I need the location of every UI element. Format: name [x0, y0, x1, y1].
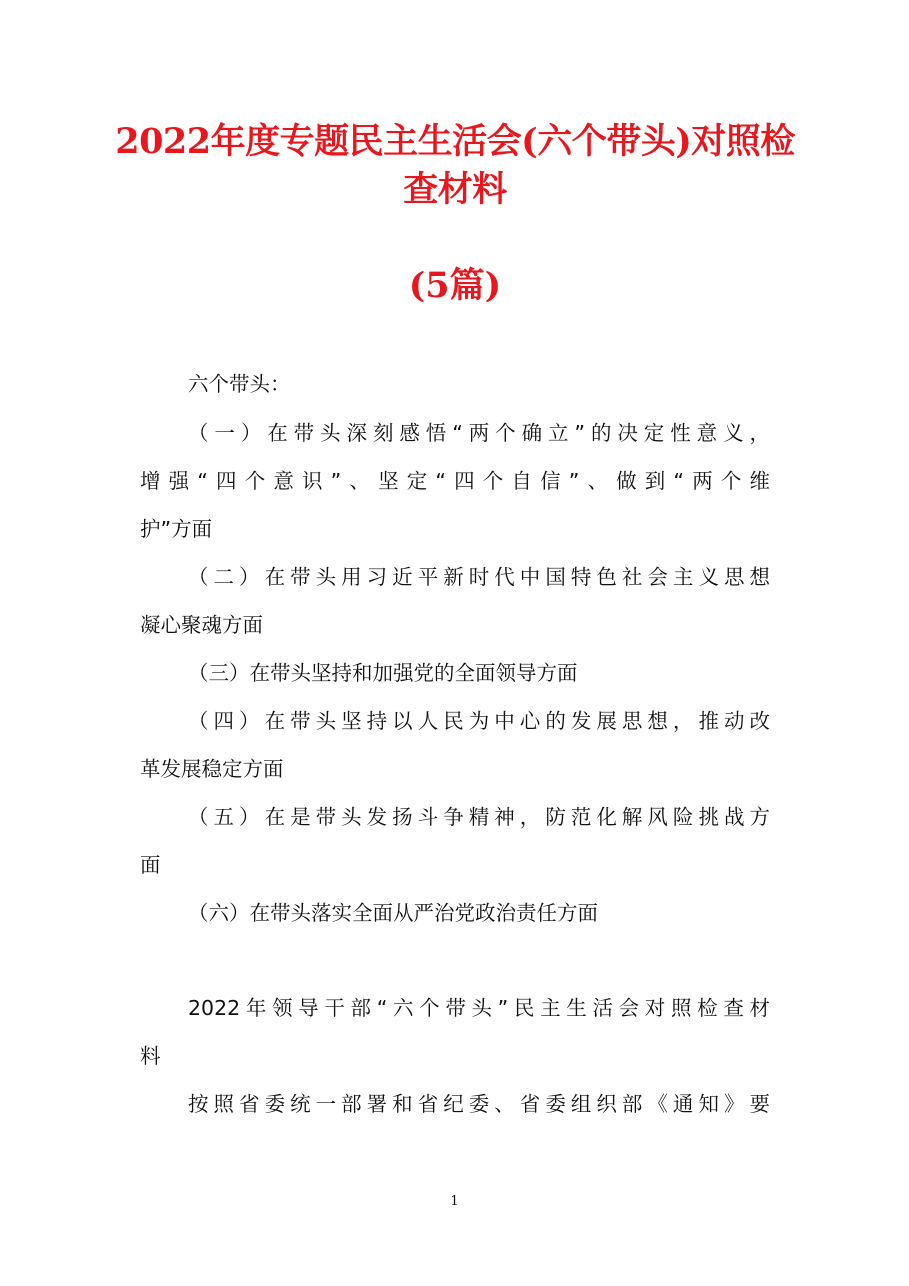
item-6-line-1: （六）在带头落实全面从严治党政治责任方面 [188, 901, 598, 925]
item-1-line-3: 护”方面 [140, 517, 213, 541]
document-subtitle: (5篇) [408, 265, 502, 306]
document-title-line-1: 2022年度专题民主生活会(六个带头)对照检 [115, 121, 795, 162]
section-title-line-1: 2022年领导干部“六个带头”民主生活会对照检查材 [188, 996, 770, 1020]
document-title-line-2: 查材料 [403, 169, 507, 210]
item-3-line-1: （三）在带头坚持和加强党的全面领导方面 [188, 661, 578, 685]
six-leads-heading: 六个带头： [188, 372, 291, 396]
item-5-line-2: 面 [140, 853, 161, 877]
body-paragraph-line-1: 按照省委统一部署和省纪委、省委组织部《通知》要 [188, 1092, 770, 1116]
item-2-line-1: （二）在带头用习近平新时代中国特色社会主义思想 [188, 565, 770, 589]
item-2-line-2: 凝心聚魂方面 [140, 613, 263, 637]
item-5-line-1: （五）在是带头发扬斗争精神，防范化解风险挑战方 [188, 805, 770, 829]
item-4-line-2: 革发展稳定方面 [140, 757, 284, 781]
item-1-line-2: 增强“四个意识”、坚定“四个自信”、做到“两个维 [140, 469, 770, 493]
section-title-line-2: 料 [140, 1044, 161, 1068]
page-number: 1 [450, 1194, 459, 1209]
item-4-line-1: （四）在带头坚持以人民为中心的发展思想，推动改 [188, 709, 770, 733]
item-1-line-1: （一）在带头深刻感悟“两个确立”的决定性意义， [188, 421, 770, 445]
